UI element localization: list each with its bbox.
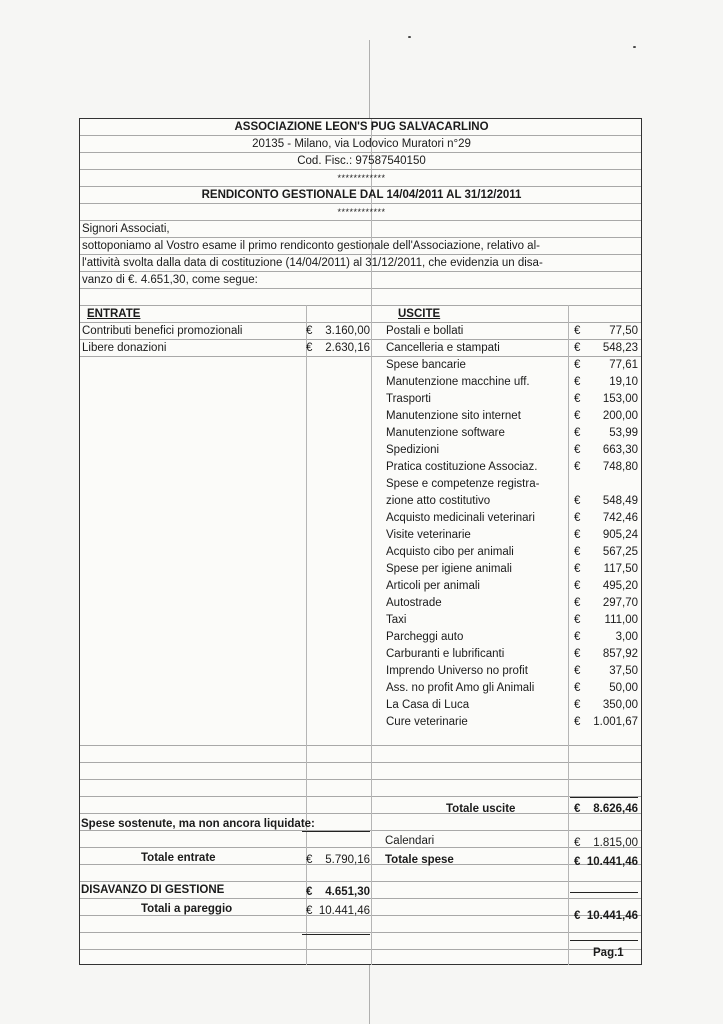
grid-line bbox=[80, 135, 641, 136]
total-spese-currency: € bbox=[574, 856, 581, 868]
expense-row-currency: € bbox=[574, 529, 581, 541]
grid-line bbox=[80, 813, 641, 814]
expense-row-currency: € bbox=[574, 444, 581, 456]
expense-row-amount: 3,00 bbox=[615, 631, 638, 643]
income-row-currency: € bbox=[306, 342, 313, 354]
expense-row-label: Acquisto medicinali veterinari bbox=[386, 512, 535, 524]
grid-line bbox=[80, 169, 641, 170]
income-row-label: Contributi benefici promozionali bbox=[82, 325, 243, 337]
stars-separator: ************ bbox=[337, 207, 386, 217]
total-spese-amount: 10.441,46 bbox=[586, 856, 638, 868]
total-expenses-amount: 8.626,46 bbox=[593, 803, 638, 815]
expense-row-currency: € bbox=[574, 546, 581, 558]
expense-row-label: Acquisto cibo per animali bbox=[386, 546, 514, 558]
grid-line bbox=[80, 288, 641, 289]
grid-line bbox=[80, 254, 641, 255]
expense-row-amount: 53,99 bbox=[609, 427, 638, 439]
total-spese-label: Totale spese bbox=[385, 854, 454, 866]
intro-line: sottoponiamo al Vostro esame il primo rendiconto gestionale dell'Associazione, relativo al- bbox=[82, 240, 540, 252]
expense-row-label: Pratica costituzione Associaz. bbox=[386, 461, 538, 473]
grid-line bbox=[80, 949, 641, 950]
balance-totals-label: Totali a pareggio bbox=[141, 903, 233, 915]
expense-row-amount: 663,30 bbox=[602, 444, 638, 456]
expense-row-amount: 1.001,67 bbox=[593, 716, 638, 728]
expense-row-amount: 77,61 bbox=[609, 359, 638, 371]
expense-row-label: Cure veterinarie bbox=[386, 716, 468, 728]
expense-row-amount: 350,00 bbox=[602, 699, 638, 711]
expense-row-amount: 905,24 bbox=[602, 529, 638, 541]
expenses-header: USCITE bbox=[398, 308, 441, 320]
expense-row-label: Manutenzione sito internet bbox=[386, 410, 521, 422]
intro-line: vanzo di €. 4.651,30, come segue: bbox=[82, 274, 258, 286]
balance-right-amount: 10.441,46 bbox=[586, 910, 638, 922]
expense-row-label: Articoli per animali bbox=[386, 580, 480, 592]
expense-row-currency: € bbox=[574, 495, 581, 507]
expense-row-label: Cancelleria e stampati bbox=[386, 342, 500, 354]
expense-row-currency: € bbox=[574, 682, 581, 694]
grid-line bbox=[80, 762, 641, 763]
stars-separator: ************ bbox=[337, 173, 386, 183]
expense-row-label: Imprendo Universo no profit bbox=[386, 665, 528, 677]
grid-column-line bbox=[568, 305, 569, 965]
expense-row-amount: 111,00 bbox=[604, 614, 638, 626]
income-header: ENTRATE bbox=[87, 308, 141, 320]
deficit-currency: € bbox=[306, 886, 313, 898]
expense-row-label: Postali e bollati bbox=[386, 325, 464, 337]
expense-row-amount: 117,50 bbox=[603, 563, 638, 575]
grid-line bbox=[80, 220, 641, 221]
org-name: ASSOCIAZIONE LEON'S PUG SALVACARLINO bbox=[234, 121, 489, 133]
expense-row-label: Parcheggi auto bbox=[386, 631, 464, 643]
grid-line bbox=[80, 779, 641, 780]
income-row-amount: 3.160,00 bbox=[325, 325, 370, 337]
grid-line bbox=[80, 881, 641, 882]
expense-row-amount: 50,00 bbox=[609, 682, 638, 694]
expense-row-label: Visite veterinarie bbox=[386, 529, 471, 541]
expense-row-currency: € bbox=[574, 614, 581, 626]
expense-row-label: Spese e competenze registra- bbox=[386, 478, 540, 490]
report-title: RENDICONTO GESTIONALE DAL 14/04/2011 AL 31/12/2011 bbox=[201, 189, 522, 201]
expense-row-label: Autostrade bbox=[386, 597, 442, 609]
expense-row-label: Spese bancarie bbox=[386, 359, 466, 371]
expense-row-amount: 857,92 bbox=[602, 648, 638, 660]
grid-line bbox=[80, 237, 641, 238]
grid-line bbox=[80, 847, 641, 848]
expense-row-currency: € bbox=[574, 393, 581, 405]
underline-rule bbox=[302, 934, 370, 935]
grid-line bbox=[80, 271, 641, 272]
fiscal-code: Cod. Fisc.: 97587540150 bbox=[297, 155, 426, 167]
total-income-currency: € bbox=[306, 854, 313, 866]
income-row-amount: 2.630,16 bbox=[325, 342, 370, 354]
expense-row-label: Carburanti e lubrificanti bbox=[386, 648, 505, 660]
deficit-label: DISAVANZO DI GESTIONE bbox=[81, 884, 225, 896]
expense-row-currency: € bbox=[574, 512, 581, 524]
unpaid-expenses-label: Spese sostenute, ma non ancora liquidate: bbox=[81, 818, 315, 830]
expense-row-label: Manutenzione macchine uff. bbox=[386, 376, 530, 388]
expense-row-label: Spese per igiene animali bbox=[386, 563, 512, 575]
expense-row-currency: € bbox=[574, 580, 581, 592]
expense-row-label: La Casa di Luca bbox=[386, 699, 470, 711]
expense-row-currency: € bbox=[574, 376, 581, 388]
grid-line bbox=[80, 322, 641, 323]
expense-row-amount: 495,20 bbox=[602, 580, 638, 592]
grid-line bbox=[80, 203, 641, 204]
page-number: Pag.1 bbox=[593, 947, 624, 959]
expense-row-amount: 742,46 bbox=[602, 512, 638, 524]
expense-row-amount: 748,80 bbox=[602, 461, 638, 473]
expense-row-currency: € bbox=[574, 342, 581, 354]
grid-line bbox=[80, 339, 641, 340]
intro-line: Signori Associati, bbox=[82, 223, 170, 235]
grid-line bbox=[80, 796, 641, 797]
expense-row-label: Spedizioni bbox=[386, 444, 440, 456]
expense-row-currency: € bbox=[574, 461, 581, 473]
report-sheet bbox=[79, 118, 642, 965]
org-address: 20135 - Milano, via Lodovico Muratori n°29 bbox=[252, 138, 471, 150]
underline-rule bbox=[302, 831, 370, 832]
grid-line bbox=[80, 305, 641, 306]
underline-rule bbox=[570, 797, 638, 798]
income-row-label: Libere donazioni bbox=[82, 342, 167, 354]
scan-speck bbox=[408, 36, 411, 38]
expense-row-amount: 548,49 bbox=[602, 495, 638, 507]
underline-rule bbox=[570, 892, 638, 893]
expense-row-label: Taxi bbox=[386, 614, 407, 626]
grid-line bbox=[80, 745, 641, 746]
expense-row-amount: 548,23 bbox=[602, 342, 638, 354]
expense-row-currency: € bbox=[574, 427, 581, 439]
expense-row-currency: € bbox=[574, 716, 581, 728]
balance-currency: € bbox=[306, 905, 313, 917]
expense-row-label: Manutenzione software bbox=[386, 427, 505, 439]
deficit-amount: 4.651,30 bbox=[325, 886, 370, 898]
expense-row-amount: 37,50 bbox=[609, 665, 638, 677]
income-row-currency: € bbox=[306, 325, 313, 337]
expense-row-amount: 567,25 bbox=[602, 546, 638, 558]
intro-line: l'attività svolta dalla data di costituzione (14/04/2011) al 31/12/2011, che evidenzia un disa- bbox=[82, 257, 543, 269]
expense-row-amount: 77,50 bbox=[609, 325, 638, 337]
balance-right-currency: € bbox=[574, 910, 581, 922]
expense-row-currency: € bbox=[574, 631, 581, 643]
expense-row-amount: 19,10 bbox=[609, 376, 638, 388]
calendari-label: Calendari bbox=[385, 835, 435, 847]
expense-row-currency: € bbox=[574, 665, 581, 677]
grid-line bbox=[80, 356, 641, 357]
total-expenses-label: Totale uscite bbox=[446, 803, 516, 815]
expense-row-currency: € bbox=[574, 563, 581, 575]
expense-row-currency: € bbox=[574, 648, 581, 660]
total-income-amount: 5.790,16 bbox=[325, 854, 370, 866]
grid-line bbox=[80, 186, 641, 187]
expense-row-amount: 153,00 bbox=[602, 393, 638, 405]
grid-line bbox=[80, 152, 641, 153]
expense-row-label: zione atto costitutivo bbox=[386, 495, 491, 507]
scan-speck bbox=[633, 46, 636, 48]
expense-row-label: Trasporti bbox=[386, 393, 431, 405]
underline-rule bbox=[570, 940, 638, 941]
expense-row-label: Ass. no profit Amo gli Animali bbox=[386, 682, 535, 694]
grid-line bbox=[80, 932, 641, 933]
expense-row-amount: 297,70 bbox=[602, 597, 638, 609]
total-expenses-currency: € bbox=[574, 803, 581, 815]
expense-row-currency: € bbox=[574, 325, 581, 337]
total-income-label: Totale entrate bbox=[141, 852, 216, 864]
expense-row-amount: 200,00 bbox=[602, 410, 638, 422]
expense-row-currency: € bbox=[574, 410, 581, 422]
calendari-currency: € bbox=[574, 837, 581, 849]
calendari-amount: 1.815,00 bbox=[593, 837, 638, 849]
expense-row-currency: € bbox=[574, 597, 581, 609]
balance-amount: 10.441,46 bbox=[318, 905, 370, 917]
expense-row-currency: € bbox=[574, 699, 581, 711]
expense-row-currency: € bbox=[574, 359, 581, 371]
